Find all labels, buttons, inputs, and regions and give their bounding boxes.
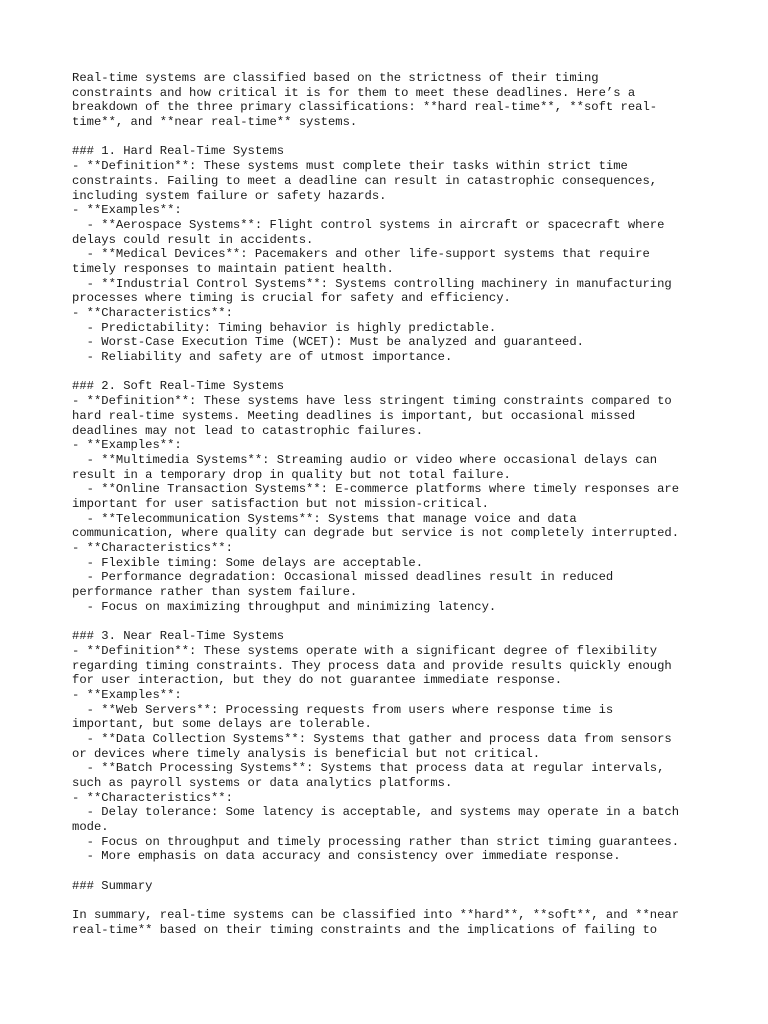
document-line: - Delay tolerance: Some latency is acceptable, and systems may operate in a batch — [72, 805, 680, 820]
document-line: hard real-time systems. Meeting deadlines is important, but occasional missed — [72, 408, 636, 423]
document-line: constraints and how critical it is for them to meet these deadlines. Here’s a — [72, 85, 636, 100]
document-line: time**, and **near real-time** systems. — [72, 115, 358, 130]
document-line: - **Examples**: — [72, 687, 182, 702]
document-line: including system failure or safety hazards. — [72, 188, 387, 203]
document-line: processes where timing is crucial for safety and efficiency. — [72, 291, 511, 306]
document-line: - **Definition**: These systems must complete their tasks within strict time — [72, 159, 628, 174]
document-line: - Reliability and safety are of utmost importance. — [72, 350, 453, 365]
document-body — [72, 71, 712, 938]
document-line — [72, 894, 712, 909]
document-line: constraints. Failing to meet a deadline can result in catastrophic consequences, — [72, 173, 658, 188]
document-line: breakdown of the three primary classifications: **hard real-time**, **soft real- — [72, 100, 658, 115]
document-line: - **Definition**: These systems have less stringent timing constraints compared to — [72, 394, 672, 409]
document-line: - Predictability: Timing behavior is highly predictable. — [72, 320, 497, 335]
document-line: - Worst-Case Execution Time (WCET): Must be analyzed and guaranteed. — [72, 335, 584, 350]
document-line: ### 1. Hard Real-Time Systems — [72, 144, 285, 159]
document-line: ### Summary — [72, 878, 153, 893]
document-line: important, but some delays are tolerable. — [72, 717, 372, 732]
document-line: - **Batch Processing Systems**: Systems that process data at regular intervals, — [72, 761, 665, 776]
document-line — [72, 130, 712, 145]
document-line: - **Web Servers**: Processing requests from users where response time is — [72, 702, 614, 717]
document-line: - **Online Transaction Systems**: E-commerce platforms where timely responses are — [72, 482, 680, 497]
document-line: ### 2. Soft Real-Time Systems — [72, 379, 285, 394]
document-line: for user interaction, but they do not guarantee immediate response. — [72, 673, 563, 688]
document-line: such as payroll systems or data analytics platforms. — [72, 776, 453, 790]
document-line: - Flexible timing: Some delays are acceptable. — [72, 555, 424, 570]
document-line: - **Characteristics**: — [72, 790, 233, 805]
document-line: In summary, real-time systems can be classified into **hard**, **soft**, and **near — [72, 908, 680, 923]
document-line: Real-time systems are classified based on the strictness of their timing — [72, 71, 599, 85]
document-line: deadlines may not lead to catastrophic failures. — [72, 423, 424, 438]
document-line — [72, 614, 712, 629]
document-line: - More emphasis on data accuracy and consistency over immediate response. — [72, 849, 621, 864]
document-line: delays could result in accidents. — [72, 232, 314, 247]
document-line — [72, 864, 712, 879]
document-line: - **Characteristics**: — [72, 541, 233, 555]
document-line: performance rather than system failure. — [72, 585, 358, 600]
document-line: - **Data Collection Systems**: Systems that gather and process data from sensors — [72, 731, 672, 746]
document-line: - **Industrial Control Systems**: Systems controlling machinery in manufacturing — [72, 276, 672, 291]
document-line: or devices where timely analysis is beneficial but not critical. — [72, 746, 541, 761]
document-line: ### 3. Near Real-Time Systems — [72, 629, 285, 644]
document-line: mode. — [72, 820, 109, 835]
document-line: - Focus on throughput and timely processing rather than strict timing guarantees. — [72, 834, 680, 849]
document-line: communication, where quality can degrade but service is not completely interrupted. — [72, 526, 680, 541]
document-line: timely responses to maintain patient health. — [72, 261, 394, 276]
document-line: important for user satisfaction but not mission-critical. — [72, 496, 489, 511]
document-line: - Focus on maximizing throughput and minimizing latency. — [72, 599, 497, 614]
document-line: - **Aerospace Systems**: Flight control systems in aircraft or spacecraft where — [72, 217, 665, 232]
document-line: - **Multimedia Systems**: Streaming audio or video where occasional delays can — [72, 452, 658, 467]
document-line: - **Telecommunication Systems**: Systems that manage voice and data — [72, 511, 577, 526]
document-line: - **Characteristics**: — [72, 306, 233, 320]
document-line: - **Definition**: These systems operate with a significant degree of flexibility — [72, 643, 658, 658]
document-line: - Performance degradation: Occasional missed deadlines result in reduced — [72, 570, 614, 585]
document-line: - **Examples**: — [72, 203, 182, 218]
document-line: result in a temporary drop in quality but not total failure. — [72, 467, 511, 482]
document-line: real-time** based on their timing constraints and the implications of failing to — [72, 922, 658, 937]
document-line — [72, 365, 712, 380]
document-line: regarding timing constraints. They process data and provide results quickly enough — [72, 658, 672, 673]
document-line: - **Medical Devices**: Pacemakers and other life-support systems that require — [72, 247, 650, 262]
document-line: - **Examples**: — [72, 438, 182, 453]
